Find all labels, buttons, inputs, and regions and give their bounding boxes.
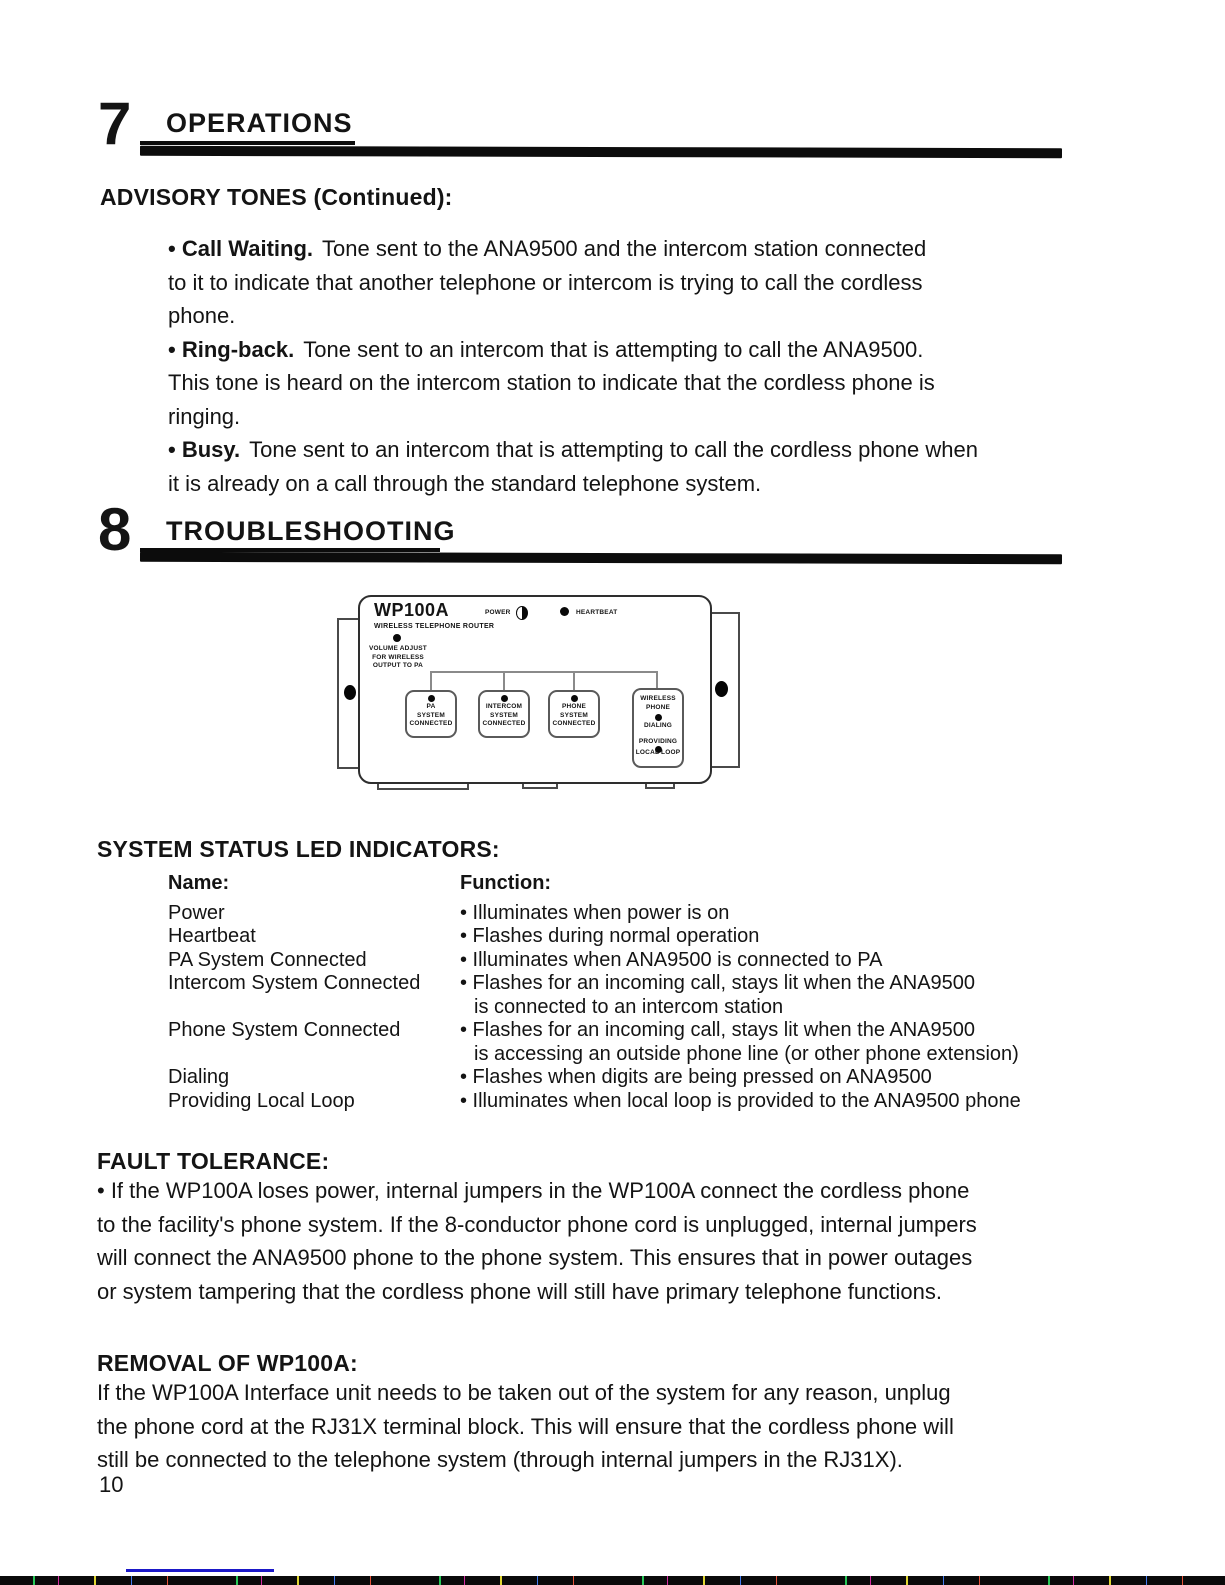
table-row: PA System Connected • Illuminates when ANA9500 is connected to PA — [168, 948, 883, 971]
right-mount-hole-icon — [715, 681, 728, 697]
led-bus-line — [430, 671, 658, 673]
section-8-number: 8 — [98, 496, 132, 563]
wp100a-device-diagram — [330, 588, 740, 798]
section-7-title-underline — [140, 141, 355, 145]
power-led-icon — [516, 606, 528, 620]
bullet-lead: • Call Waiting. — [168, 236, 313, 261]
volume-adjust-led-icon — [393, 634, 401, 642]
fault-tolerance-paragraph: • If the WP100A loses power, internal jumpers in the WP100A connect the cordless phone to the facility's phone system. If the 8-conductor phone cord is unplugged, internal jumpers will connect the ANA9500 phone to the phone system. This ensures that in power outages or system tampering that the cordless phone will still have primary telephone functions. — [97, 1178, 977, 1304]
heartbeat-label: HEARTBEAT — [576, 609, 618, 616]
phone-system-box: PHONE SYSTEM CONNECTED — [548, 690, 600, 738]
column-header-name: Name: — [168, 872, 230, 894]
advisory-bullet-busy: • Busy. Tone sent to an intercom that is attempting to call the cordless phone when it is already on a call through the standard telephone system. — [168, 437, 978, 496]
table-header-row — [168, 872, 1088, 896]
advisory-tones-list — [168, 232, 1078, 500]
advisory-bullet-call-waiting: • Call Waiting. Tone sent to the ANA9500 and the intercom station connected to it to indicate that another telephone or intercom is trying to call the cordless phone. — [168, 236, 927, 328]
removal-heading: REMOVAL OF WP100A: — [97, 1350, 358, 1376]
table-row: Dialing • Flashes when digits are being pressed on ANA9500 — [168, 1066, 932, 1088]
device-model-label: WP100A — [374, 600, 450, 620]
section-7-title: OPERATIONS — [166, 108, 353, 138]
table-row: Phone System Connected • Flashes for an incoming call, stays lit when the ANA9500 is accessing an outside phone line (or other phone extension) — [168, 1019, 1019, 1065]
fault-tolerance-heading: FAULT TOLERANCE: — [97, 1148, 330, 1174]
removal-paragraph: If the WP100A Interface unit needs to be taken out of the system for any reason, unplug the phone cord at the RJ31X terminal block. This will ensure that the cordless phone will still be connected to the telephone system (through internal jumpers in the RJ31X). — [97, 1380, 954, 1472]
intercom-system-box: INTERCOM SYSTEM CONNECTED — [478, 690, 530, 738]
bullet-lead: • Ring-back. — [168, 336, 295, 362]
section-7-rule — [140, 146, 1062, 158]
column-header-function: Function: — [460, 872, 552, 894]
volume-adjust-label: VOLUME ADJUST FOR WIRELESS OUTPUT TO PA — [369, 645, 427, 669]
pa-connected-led-icon — [428, 695, 435, 702]
wireless-phone-box: WIRELESS PHONE DIALING PROVIDING LOCAL LOOP — [632, 688, 684, 768]
pa-system-box: PA SYSTEM CONNECTED — [405, 690, 457, 738]
bus-drop-2 — [503, 671, 505, 692]
table-row: Providing Local Loop • Illuminates when local loop is provided to the ANA9500 phone — [168, 1089, 1021, 1112]
advisory-bullet-ring-back: • Ring-back. Tone sent to an intercom that is attempting to call the ANA9500. This tone is heard on the intercom station to indicate that the cordless phone is ringing. — [168, 336, 935, 429]
advisory-tones-heading: ADVISORY TONES (Continued): — [100, 184, 453, 210]
left-mount-hole-icon — [344, 685, 356, 700]
dialing-led-icon — [655, 714, 662, 721]
section-7-number: 7 — [98, 90, 132, 157]
bus-drop-1 — [430, 671, 432, 692]
phone-connected-led-icon — [571, 695, 578, 702]
intercom-connected-led-icon — [501, 695, 508, 702]
power-label: POWER — [485, 609, 511, 616]
table-row: Heartbeat • Flashes during normal operation — [168, 925, 760, 947]
section-8-rule — [140, 552, 1062, 564]
section-8-title: TROUBLESHOOTING — [166, 516, 456, 546]
led-indicators-table — [168, 872, 1088, 1113]
led-indicators-heading: SYSTEM STATUS LED INDICATORS: — [97, 836, 500, 862]
bullet-lead: • Busy. — [168, 437, 241, 462]
bus-drop-3 — [573, 671, 575, 692]
scan-noise-bar — [0, 1576, 1225, 1585]
blue-underline-artifact — [126, 1569, 274, 1572]
device-subtitle-label: WIRELESS TELEPHONE ROUTER — [374, 623, 495, 630]
heartbeat-led-icon — [560, 607, 569, 616]
table-row: Intercom System Connected • Flashes for an incoming call, stays lit when the ANA9500 is connected to an intercom station — [168, 972, 976, 1018]
table-row: Power • Illuminates when power is on — [168, 901, 730, 924]
page-number: 10 — [99, 1472, 124, 1497]
